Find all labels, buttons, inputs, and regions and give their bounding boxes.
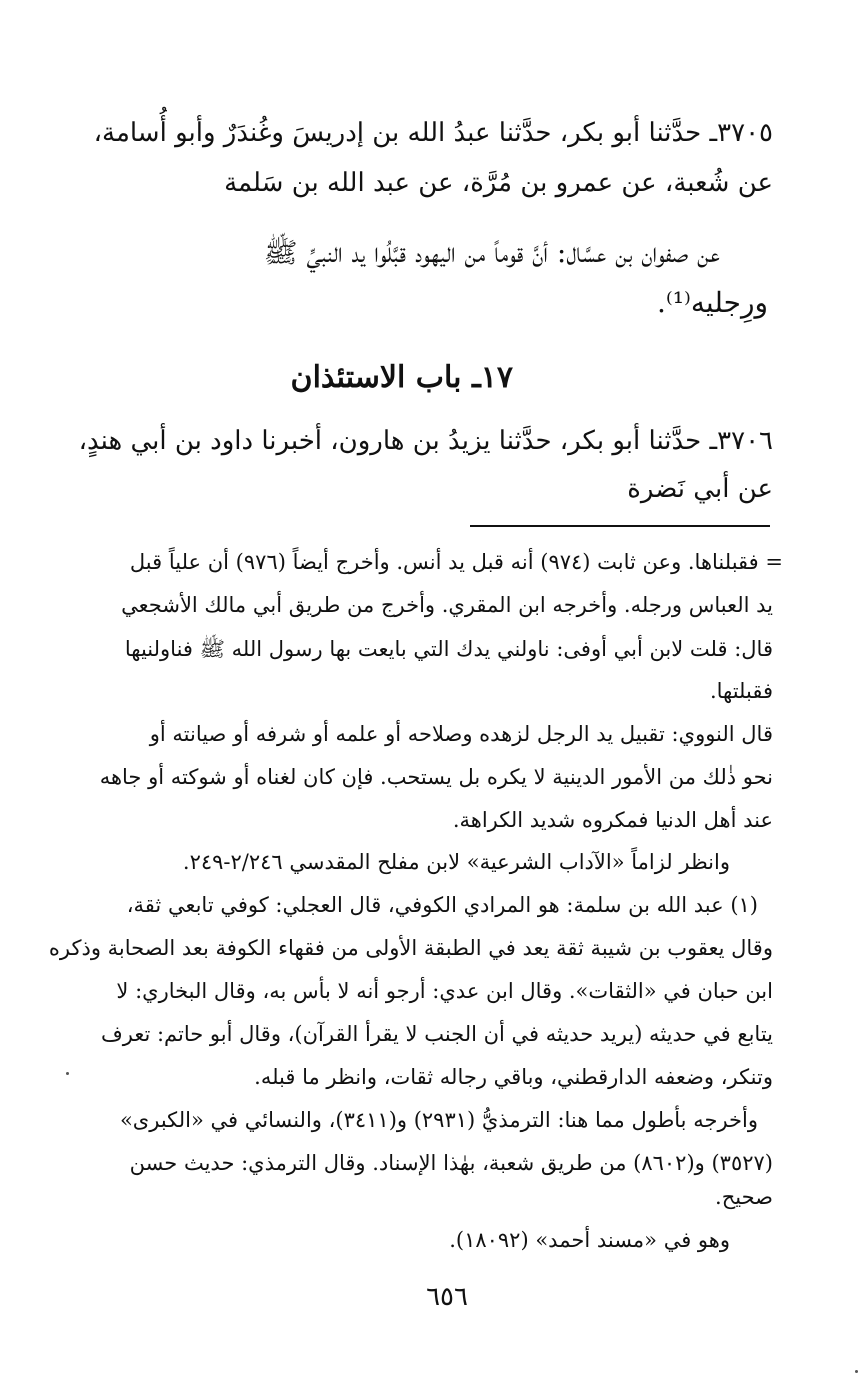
section-heading: ١٧ـ باب الاستئذان [290, 360, 513, 395]
footnote-separator [470, 525, 770, 527]
footnote-line: عند أهل الدنيا فمكروه شديد الكراهة. [452, 808, 773, 832]
footnote-line: وأخرجه بأطول مما هنا: الترمذيُّ (٢٩٣١) و(٣٤١١)، والنسائي في «الكبرى» [119, 1108, 758, 1132]
footnote-line: وقال يعقوب بن شيبة ثقة يعد في الطبقة الأولى من فقهاء الكوفة بعد الصحابة وذكره [48, 936, 773, 960]
footnote-line: صحيح. [715, 1185, 773, 1209]
footnote-line: ابن حبان في «الثقات». وقال ابن عدي: أرجو أنه لا بأس به، وقال البخاري: لا [116, 979, 773, 1003]
hadith-3705-line-4: ورِجليه⁽¹⁾. [657, 286, 768, 319]
footnote-line: يتابع في حديثه (يريد حديثه في أن الجنب لا يقرأ القرآن)، وقال أبو حاتم: تعرف [100, 1022, 773, 1046]
footnote-line: وهو في «مسند أحمد» (١٨٠٩٢). [449, 1228, 730, 1252]
footnote-line: نحو ذٰلك من الأمور الدينية لا يكره بل يستحب. فإن كان لغناه أو شوكته أو جاهه [99, 765, 773, 789]
footnote-line: (٣٥٢٧) و(٨٦٠٢) من طريق شعبة، بهٰذا الإسناد. وقال الترمذي: حديث حسن [129, 1151, 773, 1175]
footnote-line: وتنكر، وضعفه الدارقطني، وباقي رجاله ثقات، وانظر ما قبله. [254, 1065, 773, 1089]
specks [66, 1072, 69, 1075]
footnote-line: = فقبلناها. وعن ثابت (٩٧٤) أنه قبل يد أنس. وأخرج أيضاً (٩٧٦) أن علياً قبل [129, 550, 783, 574]
footnote-line: وانظر لزاماً «الآداب الشرعية» لابن مفلح المقدسي ٢/٢٤٦-٢٤٩. [182, 850, 730, 874]
specks [855, 1370, 858, 1373]
hadith-3705-line-2: عن شُعبة، عن عمرو بن مُرَّة، عن عبد الله بن سَلمة [224, 168, 773, 198]
hadith-3705-line-3: عن صفوان بن عسَّال: أنَّ قوماً من اليهود قبَّلُوا يد النبيِّ ﷺ [263, 236, 720, 269]
hadith-3705-line-1: ٣٧٠٥ـ حدَّثنا أبو بكر، حدَّثنا عبدُ الله بن إدريسَ وغُندَرٌ وأبو أُسامة، [93, 118, 773, 148]
footnote-line: فقبلتها. [709, 679, 773, 703]
footnote-line: قال: قلت لابن أبي أوفى: ناولني يدك التي بايعت بها رسول الله ﷺ فناولنيها [124, 637, 773, 661]
footnote-line: (١) عبد الله بن سلمة: هو المرادي الكوفي، قال العجلي: كوفي تابعي ثقة، [126, 893, 758, 917]
page-number: ٦٥٦ [426, 1282, 468, 1312]
hadith-3706-line-1: ٣٧٠٦ـ حدَّثنا أبو بكر، حدَّثنا يزيدُ بن هارون، أخبرنا داود بن أبي هندٍ، [78, 426, 773, 456]
footnote-line: قال النووي: تقبيل يد الرجل لزهده وصلاحه أو علمه أو شرفه أو صيانته أو [149, 722, 773, 746]
hadith-3706-line-2: عن أبي نَضرة [627, 474, 773, 504]
footnote-line: يد العباس ورجله. وأخرجه ابن المقري. وأخرج من طريق أبي مالك الأشجعي [121, 593, 773, 617]
